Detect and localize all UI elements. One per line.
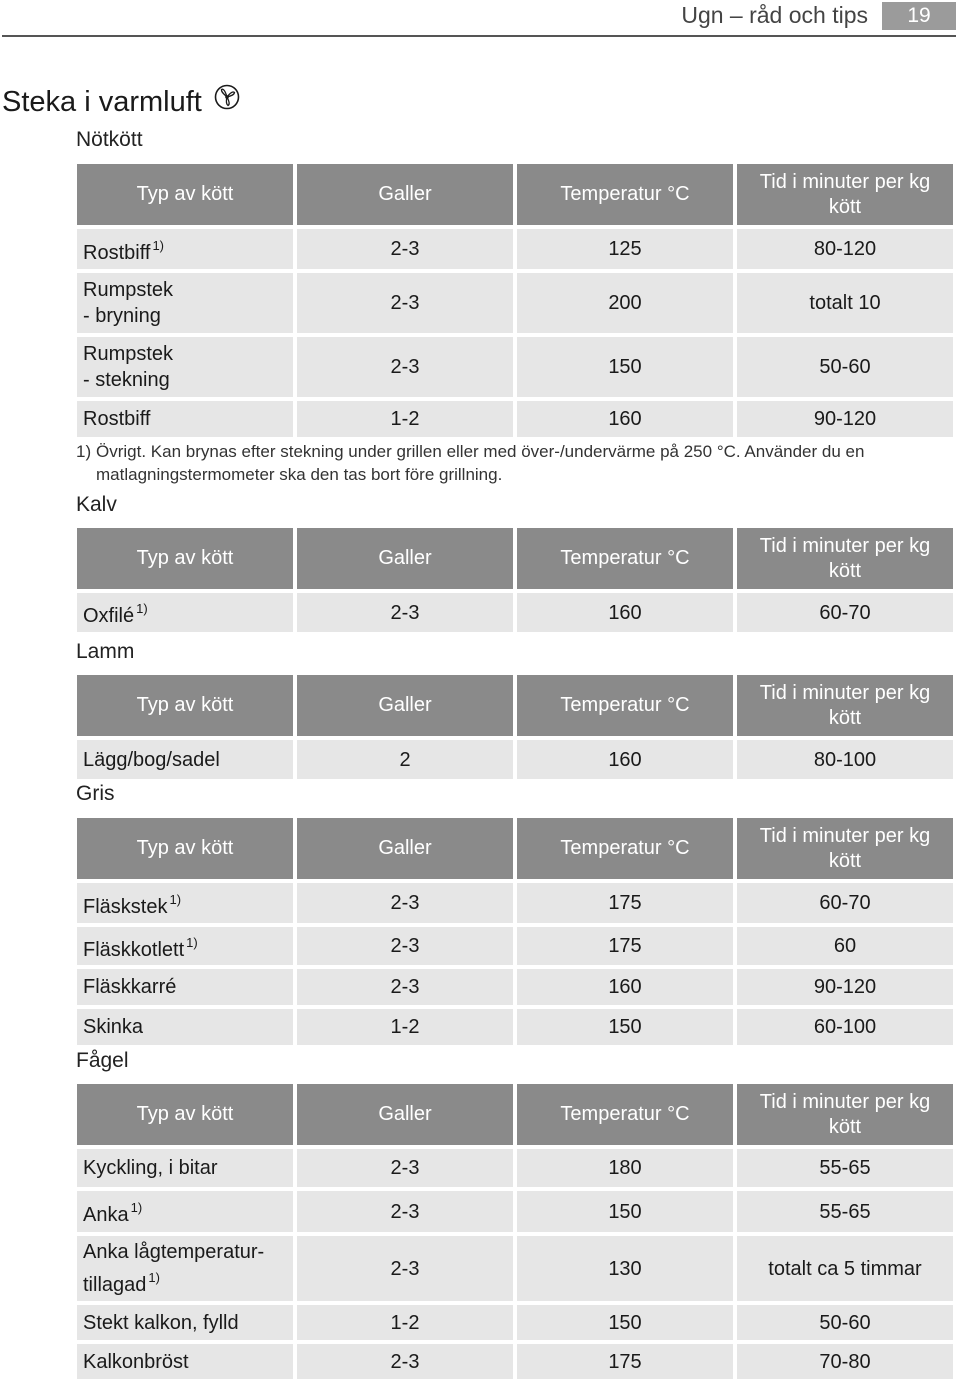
cell-galler: 2-3 bbox=[297, 273, 513, 333]
footnote bbox=[76, 440, 946, 486]
column-header-typ: Typ av kött bbox=[77, 1084, 293, 1145]
meat-name: Oxfilé bbox=[83, 605, 135, 627]
cell-temperatur: 160 bbox=[517, 401, 733, 437]
footnote-number: 1) bbox=[76, 442, 92, 461]
cell-typ bbox=[77, 883, 293, 923]
meat-name: Rumpstek bbox=[83, 279, 174, 301]
table-row bbox=[77, 969, 953, 1005]
column-header-tid: Tid i minuter per kg kött bbox=[737, 528, 953, 589]
cell-tid: 55-65 bbox=[737, 1191, 953, 1232]
cell-typ bbox=[77, 1191, 293, 1232]
meat-name: Rostbiff bbox=[83, 241, 151, 264]
cell-temperatur: 150 bbox=[517, 1305, 733, 1340]
table-body bbox=[77, 593, 953, 632]
header-title: Ugn – råd och tips bbox=[681, 2, 868, 28]
table-body bbox=[77, 883, 953, 1045]
column-header-typ: Typ av kött bbox=[77, 164, 293, 225]
column-header-temperatur: Temperatur °C bbox=[517, 164, 733, 225]
meat-name: Anka bbox=[83, 1204, 129, 1226]
cell-typ bbox=[77, 1236, 293, 1301]
table-body bbox=[77, 1149, 953, 1379]
column-header-typ: Typ av kött bbox=[77, 818, 293, 879]
meat-name: Stekt kalkon, fylld bbox=[83, 1311, 239, 1334]
cell-temperatur: 175 bbox=[517, 1344, 733, 1379]
meat-name: Rumpstek bbox=[83, 343, 174, 365]
cell-typ bbox=[77, 927, 293, 965]
cell-galler: 2-3 bbox=[297, 927, 513, 965]
cell-tid: 60-100 bbox=[737, 1009, 953, 1045]
column-header-tid: Tid i minuter per kg kött bbox=[737, 675, 953, 736]
cell-typ bbox=[77, 1149, 293, 1187]
cell-temperatur: 180 bbox=[517, 1149, 733, 1187]
cell-tid: 60-70 bbox=[737, 883, 953, 923]
table-row bbox=[77, 883, 953, 923]
meat-name: Anka lågtemperatur- bbox=[83, 1241, 265, 1263]
table-row bbox=[77, 337, 953, 397]
cell-galler: 2-3 bbox=[297, 1191, 513, 1232]
cell-temperatur: 125 bbox=[517, 229, 733, 269]
page-title: Steka i varmluft bbox=[2, 86, 202, 118]
column-header-typ: Typ av kött bbox=[77, 528, 293, 589]
table-head bbox=[77, 164, 953, 225]
cell-galler: 2-3 bbox=[297, 229, 513, 269]
cell-galler: 2-3 bbox=[297, 883, 513, 923]
header-row bbox=[77, 164, 953, 225]
page-number: 19 bbox=[882, 2, 956, 30]
column-header-galler: Galler bbox=[297, 528, 513, 589]
footnote-ref: 1) bbox=[152, 237, 165, 253]
cell-galler: 1-2 bbox=[297, 401, 513, 437]
cell-temperatur: 150 bbox=[517, 1009, 733, 1045]
column-header-tid: Tid i minuter per kg kött bbox=[737, 164, 953, 225]
fan-icon bbox=[214, 84, 240, 118]
header-row bbox=[77, 818, 953, 879]
table-row bbox=[77, 740, 953, 779]
footnote-ref: 1) bbox=[169, 891, 182, 907]
cell-galler: 2-3 bbox=[297, 1149, 513, 1187]
section-label-notkott: Nötkött bbox=[76, 128, 143, 151]
meat-name: tillagad bbox=[83, 1274, 147, 1296]
cell-galler: 2-3 bbox=[297, 1236, 513, 1301]
footnote-ref: 1) bbox=[130, 1200, 143, 1215]
cell-tid: 70-80 bbox=[737, 1344, 953, 1379]
cell-tid: 80-100 bbox=[737, 740, 953, 779]
meat-name: Lägg/bog/sadel bbox=[83, 748, 220, 771]
cell-typ bbox=[77, 969, 293, 1005]
cell-galler: 1-2 bbox=[297, 1305, 513, 1340]
footnote-ref: 1) bbox=[136, 601, 148, 616]
column-header-temperatur: Temperatur °C bbox=[517, 528, 733, 589]
cell-typ bbox=[77, 273, 293, 333]
table-notkott bbox=[73, 160, 957, 441]
cell-tid: 55-65 bbox=[737, 1149, 953, 1187]
meat-name: Fläskstek bbox=[83, 895, 168, 918]
section-label-fagel: Fågel bbox=[76, 1049, 129, 1072]
meat-name: Fläskkotlett bbox=[83, 938, 185, 961]
table-row bbox=[77, 229, 953, 269]
meat-name: Kalkonbröst bbox=[83, 1350, 189, 1373]
cell-galler: 2-3 bbox=[297, 969, 513, 1005]
table-head bbox=[77, 675, 953, 736]
table-row bbox=[77, 273, 953, 333]
table-body bbox=[77, 740, 953, 779]
footnote-text-first: Övrigt. Kan brynas efter stekning under grillen eller med över-/undervärme på 250 °C. Använder du en bbox=[96, 442, 865, 461]
column-header-galler: Galler bbox=[297, 818, 513, 879]
cell-tid: 90-120 bbox=[737, 401, 953, 437]
table-row bbox=[77, 1191, 953, 1232]
table-row bbox=[77, 1305, 953, 1340]
table-row bbox=[77, 1236, 953, 1301]
cell-typ bbox=[77, 1344, 293, 1379]
cell-typ bbox=[77, 740, 293, 779]
cell-tid: 60 bbox=[737, 927, 953, 965]
table-row bbox=[77, 593, 953, 632]
table-head bbox=[77, 528, 953, 589]
table-fagel bbox=[73, 1080, 957, 1383]
meat-name: - stekning bbox=[83, 369, 170, 391]
meat-name: Fläskkarré bbox=[83, 976, 177, 998]
cell-galler: 2-3 bbox=[297, 337, 513, 397]
column-header-temperatur: Temperatur °C bbox=[517, 1084, 733, 1145]
cell-temperatur: 130 bbox=[517, 1236, 733, 1301]
cell-tid: 50-60 bbox=[737, 337, 953, 397]
table-row bbox=[77, 1009, 953, 1045]
header-divider bbox=[2, 35, 956, 37]
column-header-galler: Galler bbox=[297, 675, 513, 736]
page-header bbox=[0, 0, 960, 36]
cell-typ bbox=[77, 1305, 293, 1340]
meat-name: Rostbiff bbox=[83, 408, 151, 430]
cell-temperatur: 175 bbox=[517, 927, 733, 965]
cell-temperatur: 200 bbox=[517, 273, 733, 333]
cell-tid: 60-70 bbox=[737, 593, 953, 632]
cell-tid: totalt ca 5 timmar bbox=[737, 1236, 953, 1301]
header-row bbox=[77, 675, 953, 736]
cell-temperatur: 160 bbox=[517, 593, 733, 632]
cell-galler: 2-3 bbox=[297, 1344, 513, 1379]
column-header-temperatur: Temperatur °C bbox=[517, 818, 733, 879]
table-body bbox=[77, 229, 953, 437]
table-head bbox=[77, 1084, 953, 1145]
meat-name: - bryning bbox=[83, 305, 161, 327]
table-row bbox=[77, 401, 953, 437]
cell-typ bbox=[77, 401, 293, 437]
cell-typ bbox=[77, 1009, 293, 1045]
footnote-ref: 1) bbox=[148, 1270, 160, 1285]
page-title-wrap bbox=[2, 86, 240, 120]
table-kalv bbox=[73, 524, 957, 636]
cell-temperatur: 175 bbox=[517, 883, 733, 923]
cell-temperatur: 150 bbox=[517, 337, 733, 397]
column-header-galler: Galler bbox=[297, 164, 513, 225]
cell-tid: 90-120 bbox=[737, 969, 953, 1005]
column-header-galler: Galler bbox=[297, 1084, 513, 1145]
meat-name: Kyckling, i bitar bbox=[83, 1157, 218, 1179]
cell-galler: 1-2 bbox=[297, 1009, 513, 1045]
footnote-text-second: matlagningstermometer ska den tas bort före grillning. bbox=[96, 465, 503, 484]
table-head bbox=[77, 818, 953, 879]
section-label-kalv: Kalv bbox=[76, 493, 117, 516]
table-row bbox=[77, 1344, 953, 1379]
header-row bbox=[77, 1084, 953, 1145]
meat-name: Skinka bbox=[83, 1016, 144, 1038]
cell-temperatur: 160 bbox=[517, 969, 733, 1005]
cell-typ bbox=[77, 337, 293, 397]
cell-tid: totalt 10 bbox=[737, 273, 953, 333]
cell-temperatur: 150 bbox=[517, 1191, 733, 1232]
section-label-gris: Gris bbox=[76, 782, 115, 805]
table-row bbox=[77, 927, 953, 965]
cell-galler: 2-3 bbox=[297, 593, 513, 632]
header-row bbox=[77, 528, 953, 589]
cell-tid: 80-120 bbox=[737, 229, 953, 269]
cell-tid: 50-60 bbox=[737, 1305, 953, 1340]
cell-temperatur: 160 bbox=[517, 740, 733, 779]
table-gris bbox=[73, 814, 957, 1049]
footnote-ref: 1) bbox=[186, 934, 198, 950]
column-header-temperatur: Temperatur °C bbox=[517, 675, 733, 736]
column-header-typ: Typ av kött bbox=[77, 675, 293, 736]
cell-typ bbox=[77, 229, 293, 269]
cell-typ bbox=[77, 593, 293, 632]
table-row bbox=[77, 1149, 953, 1187]
table-lamm bbox=[73, 671, 957, 783]
column-header-tid: Tid i minuter per kg kött bbox=[737, 818, 953, 879]
cell-galler: 2 bbox=[297, 740, 513, 779]
section-label-lamm: Lamm bbox=[76, 640, 135, 663]
column-header-tid: Tid i minuter per kg kött bbox=[737, 1084, 953, 1145]
